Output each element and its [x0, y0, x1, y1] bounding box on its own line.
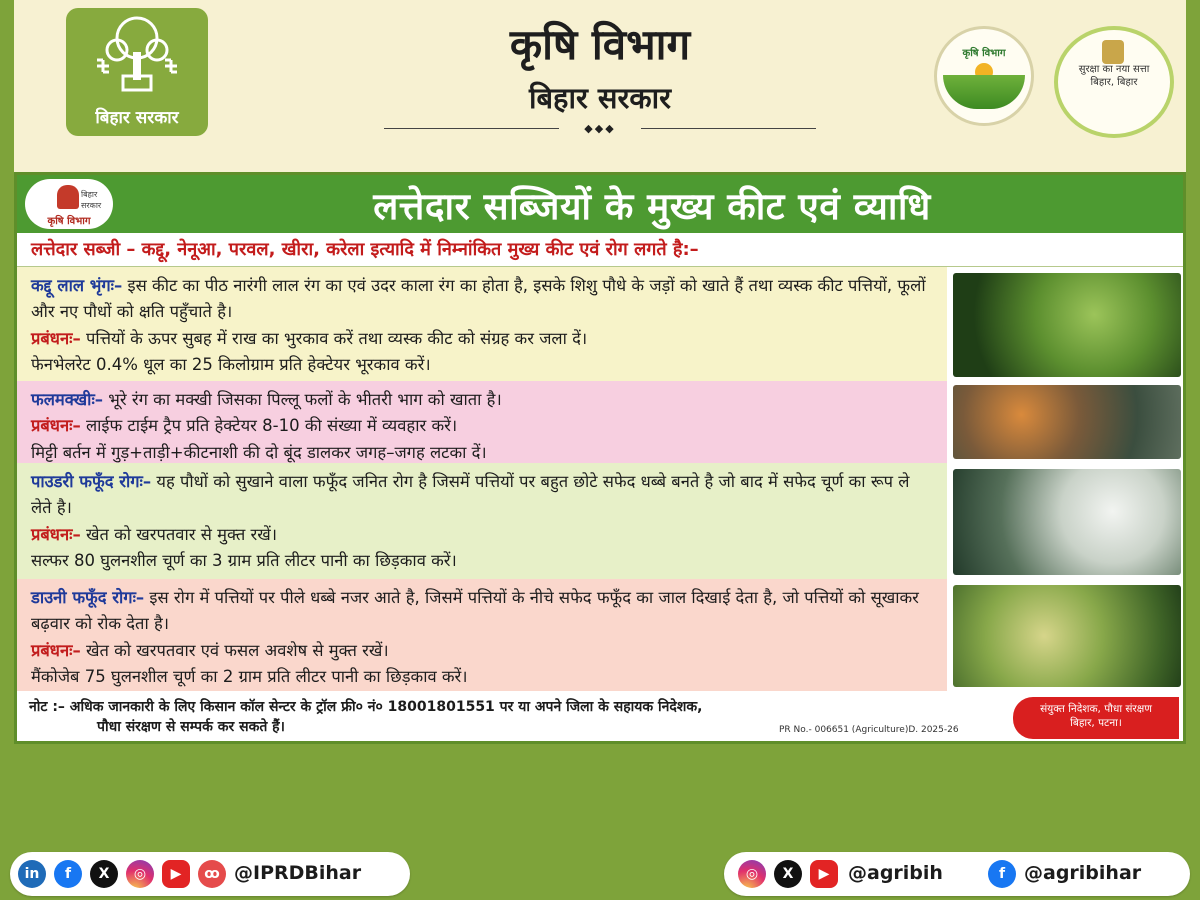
campaign-logo	[1054, 26, 1174, 138]
section-extra: मिट्टी बर्तन में गुड़+ताड़ी+कीटनाशी की दो बूंद डालकर जगह–जगह लटका दें।	[31, 442, 487, 462]
facebook-icon[interactable]: f	[988, 860, 1016, 888]
pest-description: इस रोग में पत्तियों पर पीले धब्बे नजर आते है, जिसमें पत्तियों के नीचे सफेद फफूँद का जाल दिखाई देता है, जो पत्तियों को सूखाकर बढ़वार को रोक देता है।	[31, 588, 919, 634]
manage-text: पत्तियों के ऊपर सुबह में राख का भुरकाव करें तथा व्यस्क कीट को संग्रह कर जला दें।	[80, 328, 588, 348]
agribih-handle[interactable]: @agribih	[848, 862, 943, 884]
header	[14, 0, 1186, 168]
pest-description: भूरे रंग का मक्खी जिसका पिल्लू फलों के भीतरी भाग को खाता है।	[103, 390, 502, 409]
instagram-icon[interactable]: ◎	[126, 860, 154, 888]
note-line-2: पौधा संरक्षण से सम्पर्क कर सकते हैं।	[97, 719, 285, 735]
section-fruit-fly	[17, 381, 947, 463]
section-manage	[31, 413, 933, 439]
department-title: कृषि विभाग	[509, 20, 691, 69]
instagram-icon[interactable]: ◎	[738, 860, 766, 888]
tree-icon	[57, 185, 79, 209]
diamond-ornament-icon: ◆◆◆	[584, 122, 616, 135]
iprd-handle[interactable]: @IPRDBihar	[234, 862, 362, 884]
section-downy-mildew	[17, 579, 947, 691]
powdery-mildew-photo	[953, 469, 1181, 575]
section-pumpkin-beetle	[17, 267, 947, 381]
bihar-logo-label: बिहार सरकार	[95, 108, 179, 128]
section-manage	[31, 326, 933, 352]
logo1-text: कृषि विभाग	[962, 48, 1006, 59]
section-extra: मैंकोजेब 75 घुलनशील चूर्ण का 2 ग्राम प्रति लीटर पानी का छिड़काव करें।	[31, 667, 468, 687]
poster-box	[14, 172, 1186, 744]
social-pill-iprd	[10, 852, 410, 896]
koo-icon[interactable]: ꝏ	[198, 860, 226, 888]
department-subtitle: बिहार सरकार	[528, 81, 672, 115]
section-extra: सल्फर 80 घुलनशील चूर्ण का 3 ग्राम प्रति लीटर पानी का छिड़काव करें।	[31, 551, 457, 571]
poster-title: लत्तेदार सब्जियों के मुख्य कीट एवं व्याधि	[373, 185, 931, 228]
note-area	[17, 691, 1183, 741]
title-bar	[17, 175, 1183, 233]
manage-label: प्रबंधनः–	[31, 640, 81, 660]
pumpkin-beetle-photo	[953, 273, 1181, 377]
bottom-band	[0, 744, 1200, 844]
manage-text: खेत को खरपतवार से मुक्त रखें।	[80, 524, 278, 544]
agriculture-department-logo	[934, 26, 1034, 126]
youtube-icon[interactable]: ▶	[162, 860, 190, 888]
facebook-icon[interactable]: f	[54, 860, 82, 888]
pest-description: इस कीट का पीठ नारंगी लाल रंग का एवं उदर काला रंग का होता है, इसके शिशु पौधे के जड़ों को खाते हैं तथा व्यस्क कीट पत्तियों, फूलों और नए पौधों को क्षति पहुँचाते है।	[31, 276, 926, 322]
section-desc	[31, 273, 933, 326]
badge-label: कृषि विभाग	[47, 216, 91, 227]
intro-line: लत्तेदार सब्जी – कद्दू, नेनूआ, परवल, खीरा, करेला इत्यादि में निम्नांकित मुख्य कीट एवं रोग लगते है:–	[17, 233, 1183, 267]
section-powdery-mildew	[17, 463, 947, 579]
section-desc	[31, 585, 933, 638]
agribihar-handle[interactable]: @agribihar	[1024, 862, 1142, 884]
pest-name: पाउडरी फफूँद रोगः–	[31, 472, 152, 491]
section-desc	[31, 387, 933, 413]
krishi-vibhag-badge	[25, 179, 113, 229]
youtube-icon[interactable]: ▶	[810, 860, 838, 888]
ornamental-divider	[384, 122, 816, 136]
stamp-line-2: बिहार, पटना।	[1070, 716, 1122, 729]
pest-description: यह पौधों को सुखाने वाला फफूँद जनित रोग है जिसमें पत्तियों पर बहुत छोटे सफेद धब्बे बनते है जो बाद में सफेद चूर्ण का रूप ले लेते है।	[31, 472, 910, 518]
manage-text: लाईफ टाईम ट्रैप प्रति हेक्टेयर 8-10 की संख्या में व्यवहार करें।	[80, 416, 458, 436]
section-manage	[31, 638, 933, 664]
section-extra: फेनभेलरेट 0.4% धूल का 25 किलोग्राम प्रति हेक्टेयर भूरकाव करें।	[31, 355, 431, 375]
manage-label: प्रबंधनः–	[31, 524, 81, 544]
emblem-icon	[1102, 40, 1124, 64]
pest-name: डाउनी फफूँद रोगः–	[31, 588, 145, 607]
pest-name: कद्दू लाल भृंगः–	[31, 276, 123, 295]
note-line-1: नोट :– अधिक जानकारी के लिए किसान कॉल सेन्टर के ट्रॉल फ्री० नं० 18001801551 पर या अपने जिला के सहायक निदेशक,	[29, 699, 703, 715]
manage-label: प्रबंधनः–	[31, 328, 81, 348]
stamp-line-1: संयुक्त निदेशक, पौधा संरक्षण	[1040, 703, 1152, 715]
section-manage	[31, 522, 933, 548]
social-pill-agri	[724, 852, 1190, 896]
logo2-text: सुरक्षा का नया सत्ता बिहार, बिहार	[1078, 64, 1150, 88]
x-icon[interactable]: X	[774, 860, 802, 888]
x-icon[interactable]: X	[90, 860, 118, 888]
pr-number: PR No.- 006651 (Agriculture)D. 2025-26	[779, 725, 959, 735]
authority-stamp	[1013, 697, 1179, 739]
section-desc	[31, 469, 933, 522]
linkedin-icon[interactable]: in	[18, 860, 46, 888]
field-icon	[943, 75, 1025, 109]
manage-label: प्रबंधनः–	[31, 416, 81, 436]
badge-top-text: बिहार सरकार	[81, 190, 102, 210]
manage-text: खेत को खरपतवार एवं फसल अवशेष से मुक्त रखें।	[80, 640, 389, 660]
downy-mildew-photo	[953, 585, 1181, 687]
pest-name: फलमक्खीः–	[31, 390, 104, 409]
fruit-fly-photo	[953, 385, 1181, 459]
